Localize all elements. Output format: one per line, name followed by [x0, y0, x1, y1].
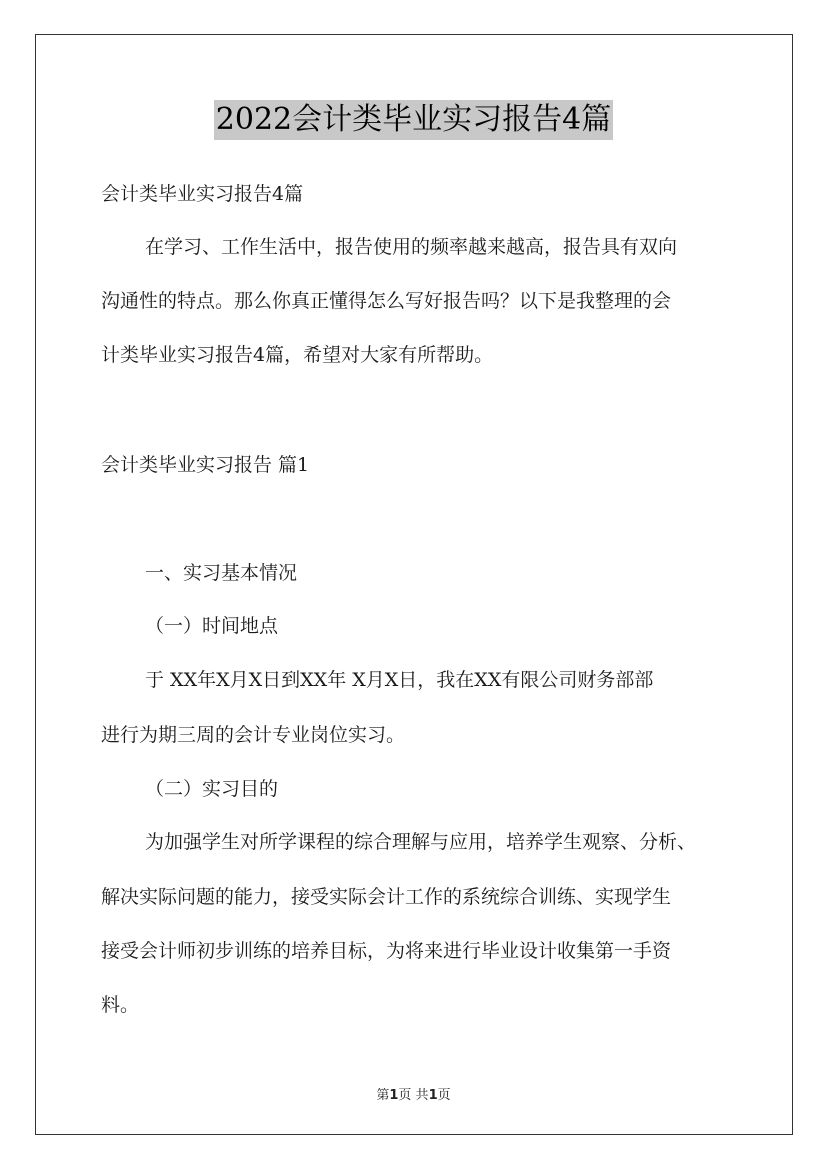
- footer-prefix: 第: [376, 1088, 390, 1103]
- footer-suffix: 页: [437, 1088, 451, 1103]
- subtitle-line: 会计类毕业实习报告4篇: [101, 183, 304, 205]
- paragraph-line: 沟通性的特点。那么你真正懂得怎么写好报告吗？以下是我整理的会: [101, 290, 672, 312]
- paragraph-line: 一、实习基本情况: [145, 562, 298, 584]
- paragraph-line: 进行为期三周的会计专业岗位实习。: [101, 724, 406, 746]
- paragraph-line: 于 XX年X月X日到XX年 X月X日，我在XX有限公司财务部部: [145, 669, 654, 691]
- footer-total-pages: 1: [428, 1088, 438, 1103]
- paragraph-line: 料。: [101, 994, 140, 1016]
- paragraph-line: 为加强学生对所学课程的综合理解与应用，培养学生观察、分析、: [145, 831, 697, 853]
- paragraph-line: 接受会计师初步训练的培养目标，为将来进行毕业设计收集第一手资: [101, 940, 672, 962]
- footer-page-number: 1: [389, 1088, 399, 1103]
- section-heading: 会计类毕业实习报告 篇1: [101, 454, 310, 476]
- paragraph-line: 计类毕业实习报告4篇，希望对大家有所帮助。: [101, 344, 494, 366]
- paragraph-line: 解决实际问题的能力，接受实际会计工作的系统综合训练、实现学生: [101, 886, 672, 908]
- title-container: [0, 100, 827, 140]
- footer-middle: 页 共: [398, 1088, 429, 1103]
- document-title: 2022会计类毕业实习报告4篇: [214, 100, 613, 140]
- paragraph-line: 在学习、工作生活中，报告使用的频率越来越高，报告具有双向: [145, 236, 678, 258]
- paragraph-line: （一）时间地点: [145, 615, 279, 637]
- paragraph-line: （二）实习目的: [145, 778, 279, 800]
- page-footer: [0, 1084, 827, 1103]
